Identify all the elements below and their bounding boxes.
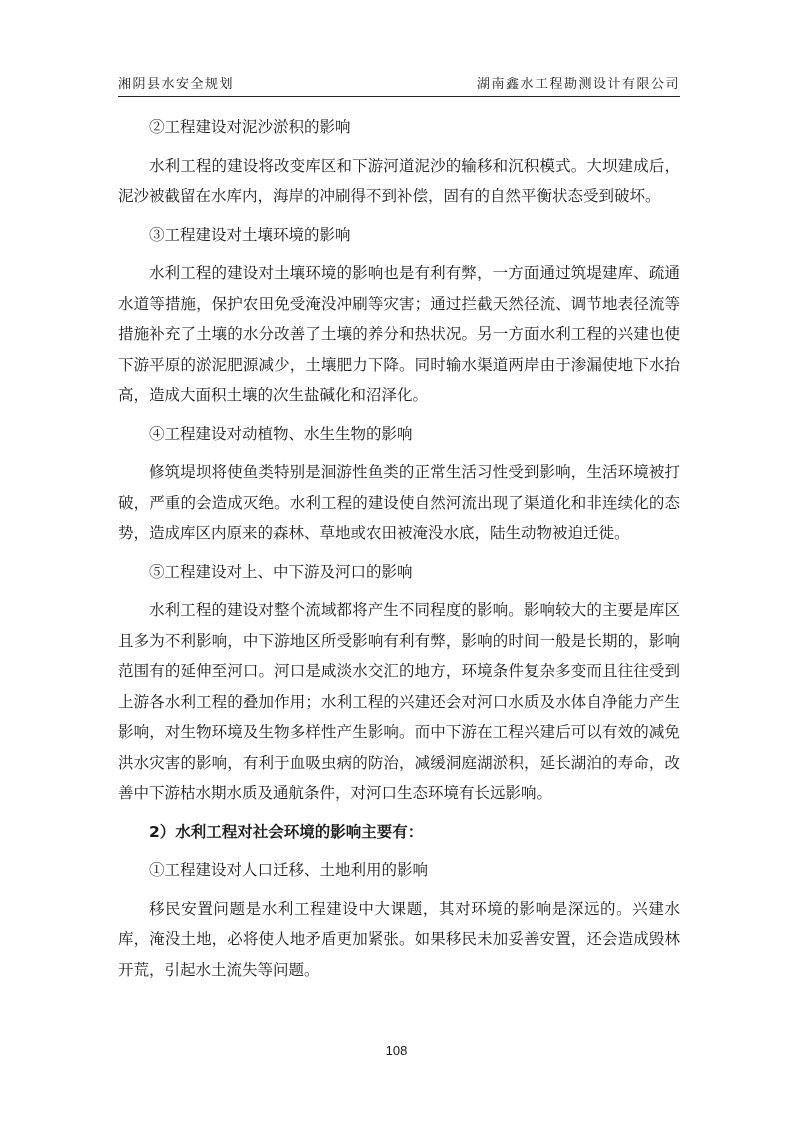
paragraph-sediment: 水利工程的建设将改变库区和下游河道泥沙的输移和沉积模式。大坝建成后，泥沙被截留在水库内，海岸的冲刷得不到补偿，固有的自然平衡状态受到破坏。 [118,156,680,205]
section-heading-sediment: ②工程建设对泥沙淤积的影响 [149,118,351,136]
paragraph-river-reaches: 水利工程的建设对整个流域都将产生不同程度的影响。影响较大的主要是库区且多为不利影响，中下游地区所受影响有利有弊，影响的时间一般是长期的，影响范围有的延伸至河口。河口是咸淡水交汇的地方，环境条件复杂多变而且往往受到上游各水利工程的叠加作用；水利工程的兴建还会对河口水质及水体自净能力产生影响，对生物环境及生物多样性产生影响。而中下游在工程兴建后可以有效的减免洪水灾害的影响，有利于血吸虫病的防治，减缓洞庭湖淤积，延长湖泊的寿命，改善中下游枯水期水质及通航条件，对河口生态环境有长远影响。 [118,601,680,802]
page-body [118,112,680,985]
paragraph-organisms: 修筑堤坝将使鱼类特别是洄游性鱼类的正常生活习性受到影响，生活环境被打破，严重的会造成灭绝。水利工程的建设使自然河流出现了渠道化和非连续化的态势，造成库区内原来的森林、草地或农田被淹没水底，陆生动物被迫迁徙。 [118,463,680,542]
section-heading-population-land: ①工程建设对人口迁移、土地利用的影响 [149,861,429,879]
page-number: 108 [385,1043,408,1058]
section-heading-social-environment: 2）水利工程对社会环境的影响主要有： [149,822,424,841]
paragraph-soil: 水利工程的建设对土壤环境的影响也是有利有弊，一方面通过筑堤建库、疏通水道等措施，保护农田免受淹没冲刷等灾害；通过拦截天然径流、调节地表径流等措施补充了土壤的水分改善了土壤的养分和热状况。另一方面水利工程的兴建也使下游平原的淤泥肥源减少，土壤肥力下降。同时输水渠道两岸由于渗漏使地下水抬高，造成大面积土壤的次生盐碱化和沼泽化。 [118,264,680,404]
paragraph-population-land: 移民安置问题是水利工程建设中大课题，其对环境的影响是深远的。兴建水库，淹没土地，必将使人地矛盾更加紧张。如果移民未加妥善安置，还会造成毁林开荒，引起水土流失等问题。 [118,899,680,979]
section-heading-organisms: ④工程建设对动植物、水生生物的影响 [149,424,413,443]
section-heading-river-reaches: ⑤工程建设对上、中下游及河口的影响 [149,562,413,581]
header-company-name: 湖南鑫水工程勘测设计有限公司 [476,77,680,92]
section-heading-soil: ③工程建设对土壤环境的影响 [149,225,351,244]
header-document-title: 湘阴县水安全规划 [118,77,235,92]
page-header [118,74,680,97]
